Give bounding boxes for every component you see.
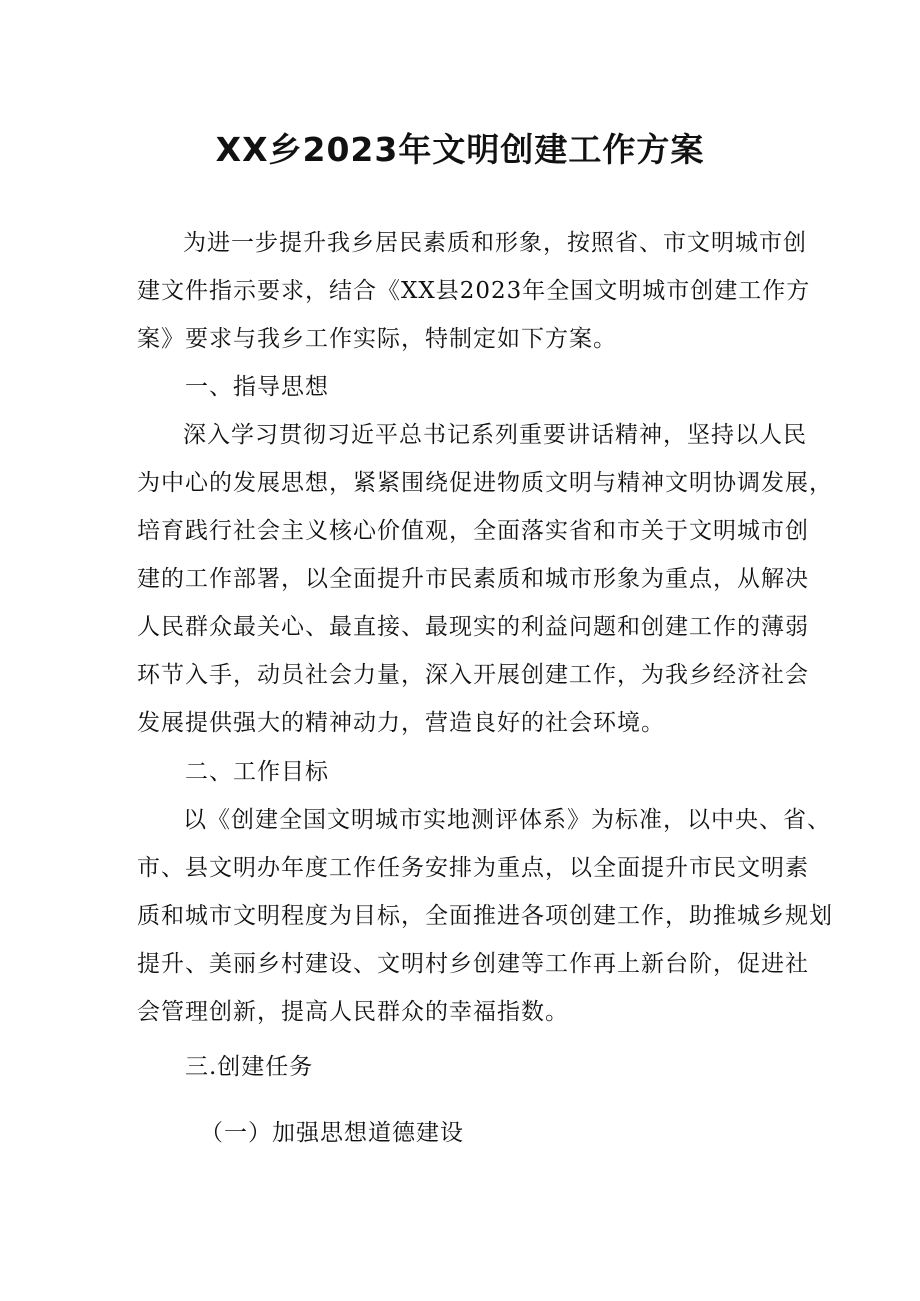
intro-paragraph bbox=[137, 219, 811, 363]
goals-line-5: 会管理创新，提高人民群众的幸福指数。 bbox=[137, 999, 569, 1025]
work-goals-paragraph bbox=[137, 796, 833, 1036]
guiding-line-1: 深入学习贯彻习近平总书记系列重要讲话精神，坚持以人民 bbox=[183, 422, 807, 448]
intro-line-2: 建文件指示要求，结合《XX县2023年全国文明城市创建工作方 bbox=[137, 278, 811, 304]
section-heading-tasks: 三.创建任务 bbox=[185, 1054, 314, 1080]
intro-line-1: 为进一步提升我乡居民素质和形象，按照省、市文明城市创 bbox=[183, 230, 807, 256]
goals-line-1: 以《创建全国文明城市实地测评体系》为标准，以中央、省、 bbox=[183, 807, 831, 833]
goals-line-2: 市、县文明办年度工作任务安排为重点，以全面提升市民文明素 bbox=[137, 855, 809, 881]
goals-line-4: 提升、美丽乡村建设、文明村乡创建等工作再上新台阶，促进社 bbox=[137, 951, 809, 977]
document-title: XX乡2023年文明创建工作方案 bbox=[215, 130, 705, 169]
guiding-line-7: 发展提供强大的精神动力，营造良好的社会环境。 bbox=[137, 710, 665, 736]
guiding-line-5: 人民群众最关心、最直接、最现实的利益问题和创建工作的薄弱 bbox=[137, 614, 809, 640]
guiding-line-4: 建的工作部署，以全面提升市民素质和城市形象为重点，从解决 bbox=[137, 566, 809, 592]
guiding-line-6: 环节入手，动员社会力量，深入开展创建工作，为我乡经济社会 bbox=[137, 662, 809, 688]
guiding-thought-paragraph bbox=[137, 411, 833, 747]
guiding-line-2: 为中心的发展思想，紧紧围绕促进物质文明与精神文明协调发展， bbox=[137, 470, 833, 496]
goals-line-3: 质和城市文明程度为目标，全面推进各项创建工作，助推城乡规划 bbox=[137, 903, 833, 929]
subsection-heading-moral-construction: （一）加强思想道德建设 bbox=[200, 1120, 464, 1146]
guiding-line-3: 培育践行社会主义核心价值观，全面落实省和市关于文明城市创 bbox=[137, 518, 809, 544]
section-heading-guiding-thought: 一、指导思想 bbox=[185, 374, 329, 400]
section-heading-work-goals: 二、工作目标 bbox=[185, 759, 329, 785]
intro-line-3: 案》要求与我乡工作实际，特制定如下方案。 bbox=[137, 326, 617, 352]
